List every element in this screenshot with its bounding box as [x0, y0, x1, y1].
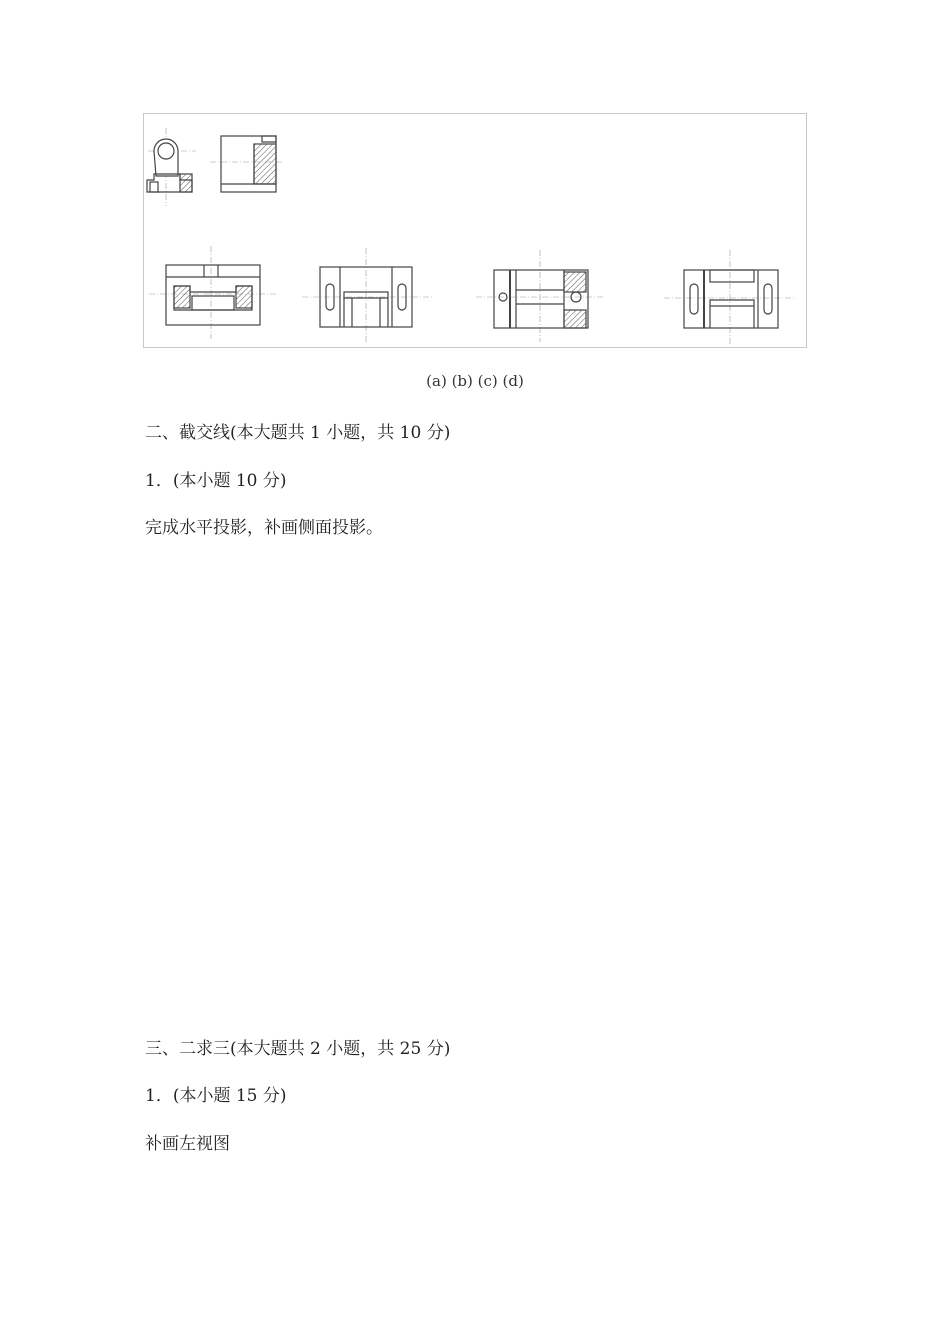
section-3-instruction: 补画左视图 — [145, 1134, 230, 1154]
option-a-drawing — [149, 246, 277, 339]
section-3-heading: 三、二求三(本大题共 2 小题，共 25 分) — [145, 1039, 451, 1059]
section-2-question: 1．(本小题 10 分) — [145, 471, 287, 491]
section-2-heading: 二、截交线(本大题共 1 小题，共 10 分) — [145, 423, 451, 443]
drawing-figure — [143, 113, 807, 348]
given-side-view — [210, 136, 284, 192]
figure-caption: (a) (b) (c) (d) — [426, 372, 524, 390]
engineering-drawings — [144, 114, 808, 349]
option-d-drawing — [664, 250, 796, 344]
given-front-view — [147, 128, 196, 206]
section-2-instruction: 完成水平投影，补画侧面投影。 — [145, 518, 383, 538]
option-c-drawing — [476, 250, 604, 342]
section-3-question: 1．(本小题 15 分) — [145, 1086, 287, 1106]
option-b-drawing — [302, 248, 432, 344]
